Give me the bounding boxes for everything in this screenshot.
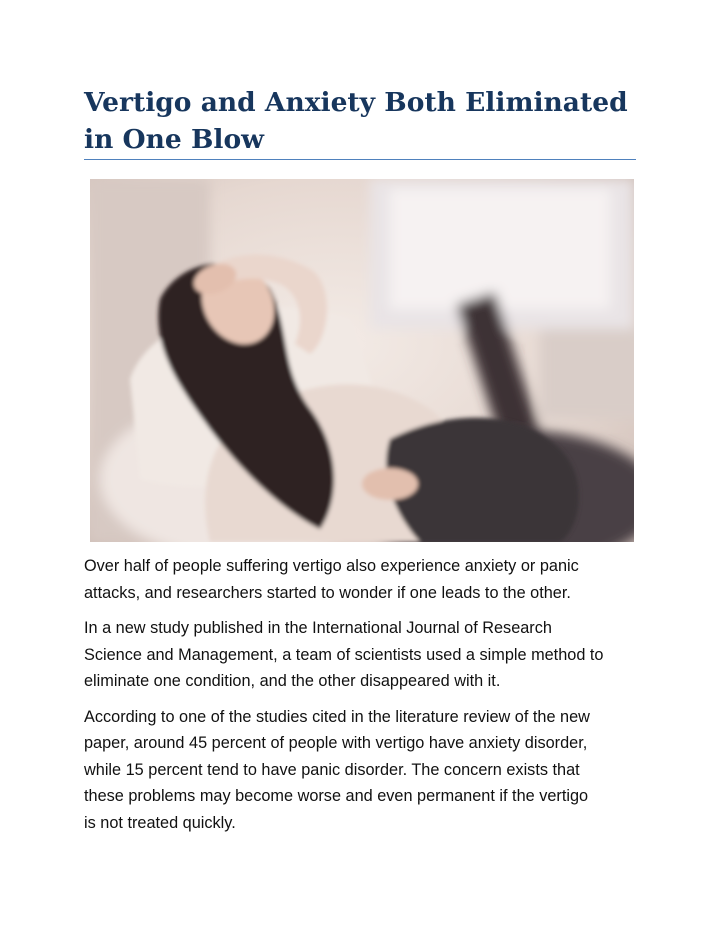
article-photo-woman-with-vertigo [90, 179, 634, 542]
paragraph-2 [84, 615, 644, 695]
vertigo-illustration [90, 179, 634, 542]
article-title-line-2: in One Blow [84, 124, 264, 155]
paragraph-line: Science and Management, a team of scientists used a simple method to [84, 645, 604, 664]
paragraph-line: According to one of the studies cited in the literature review of the new [84, 707, 590, 726]
paragraph-line: paper, around 45 percent of people with vertigo have anxiety disorder, [84, 734, 588, 752]
paragraph-line: is not treated quickly. [84, 813, 236, 832]
paragraph-3 [84, 704, 644, 837]
article-title-line-1: Vertigo and Anxiety Both Eliminated [84, 87, 628, 118]
paragraph-line: attacks, and researchers started to wonder if one leads to the other. [84, 583, 571, 602]
paragraph-line: Over half of people suffering vertigo also experience anxiety or panic [84, 557, 579, 575]
paragraph-line: eliminate one condition, and the other disappeared with it. [84, 672, 501, 690]
paragraph-line: these problems may become worse and even permanent if the vertigo [84, 787, 589, 805]
title-underline-rule [84, 159, 636, 160]
article-body [84, 553, 644, 845]
paragraph-line: In a new study published in the International Journal of Research [84, 619, 552, 637]
paragraph-1 [84, 553, 644, 606]
paragraph-line: while 15 percent tend to have panic disorder. The concern exists that [84, 760, 580, 779]
article-title [84, 84, 644, 158]
